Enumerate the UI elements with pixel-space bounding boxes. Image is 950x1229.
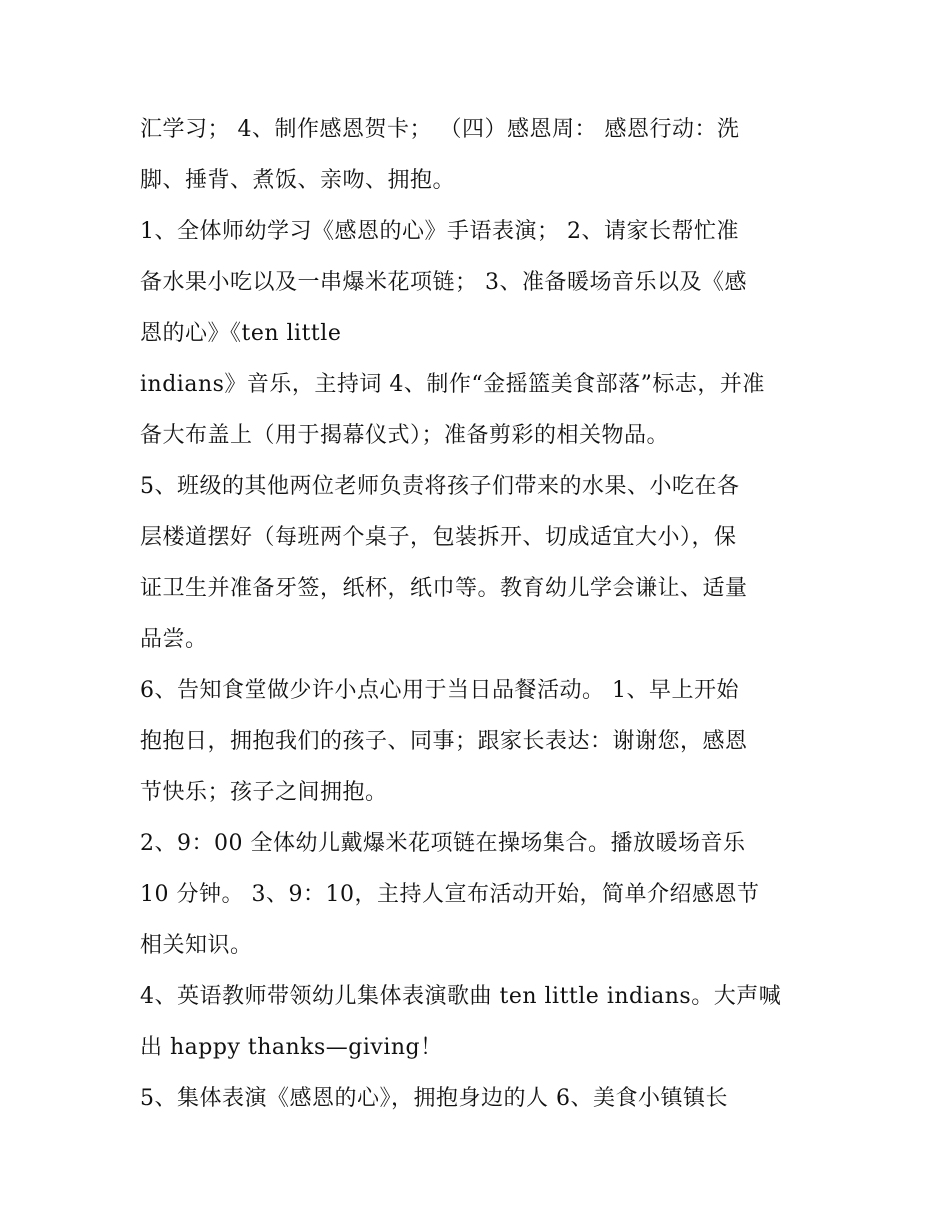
text-line: 10 分钟。 3、9：10，主持人宣布活动开始，简单介绍感恩节 xyxy=(140,882,760,907)
text-line: 备大布盖上（用于揭幕仪式）；准备剪彩的相关物品。 xyxy=(140,423,670,448)
text-line: 相关知识。 xyxy=(140,933,253,958)
text-line: 2、9：00 全体幼儿戴爆米花项链在操场集合。播放暖场音乐 xyxy=(140,831,746,856)
text-line: 备水果小吃以及一串爆米花项链； 3、准备暖场音乐以及《感 xyxy=(140,270,747,295)
text-line: 证卫生并准备牙签，纸杯，纸巾等。教育幼儿学会谦让、适量 xyxy=(140,576,748,601)
text-line: 出 happy thanks—giving！ xyxy=(140,1035,443,1060)
text-line: 品尝。 xyxy=(140,627,208,652)
text-line: 脚、捶背、煮饭、亲吻、拥抱。 xyxy=(140,168,456,193)
text-line: 层楼道摆好（每班两个桌子，包装拆开、切成适宜大小），保 xyxy=(140,525,737,550)
text-line: 节快乐；孩子之间拥抱。 xyxy=(140,780,388,805)
text-line: indians》音乐，主持词 4、制作“金摇篮美食部落”标志，并准 xyxy=(140,372,765,397)
text-line: 1、全体师幼学习《感恩的心》手语表演； 2、请家长帮忙准 xyxy=(140,219,739,244)
body-text xyxy=(140,104,830,1124)
text-line: 恩的心》《ten little xyxy=(140,321,342,346)
text-line: 5、班级的其他两位老师负责将孩子们带来的水果、小吃在各 xyxy=(140,474,740,499)
text-line: 汇学习； 4、制作感恩贺卡； （四）感恩周： 感恩行动：洗 xyxy=(140,117,740,142)
text-line: 4、英语教师带领幼儿集体表演歌曲 ten little indians。大声喊 xyxy=(140,984,782,1009)
text-line: 6、告知食堂做少许小点心用于当日品餐活动。 1、早上开始 xyxy=(140,678,739,703)
text-line: 5、集体表演《感恩的心》，拥抱身边的人 6、美食小镇镇长 xyxy=(140,1086,728,1111)
text-line: 抱抱日，拥抱我们的孩子、同事；跟家长表达：谢谢您，感恩 xyxy=(140,729,748,754)
